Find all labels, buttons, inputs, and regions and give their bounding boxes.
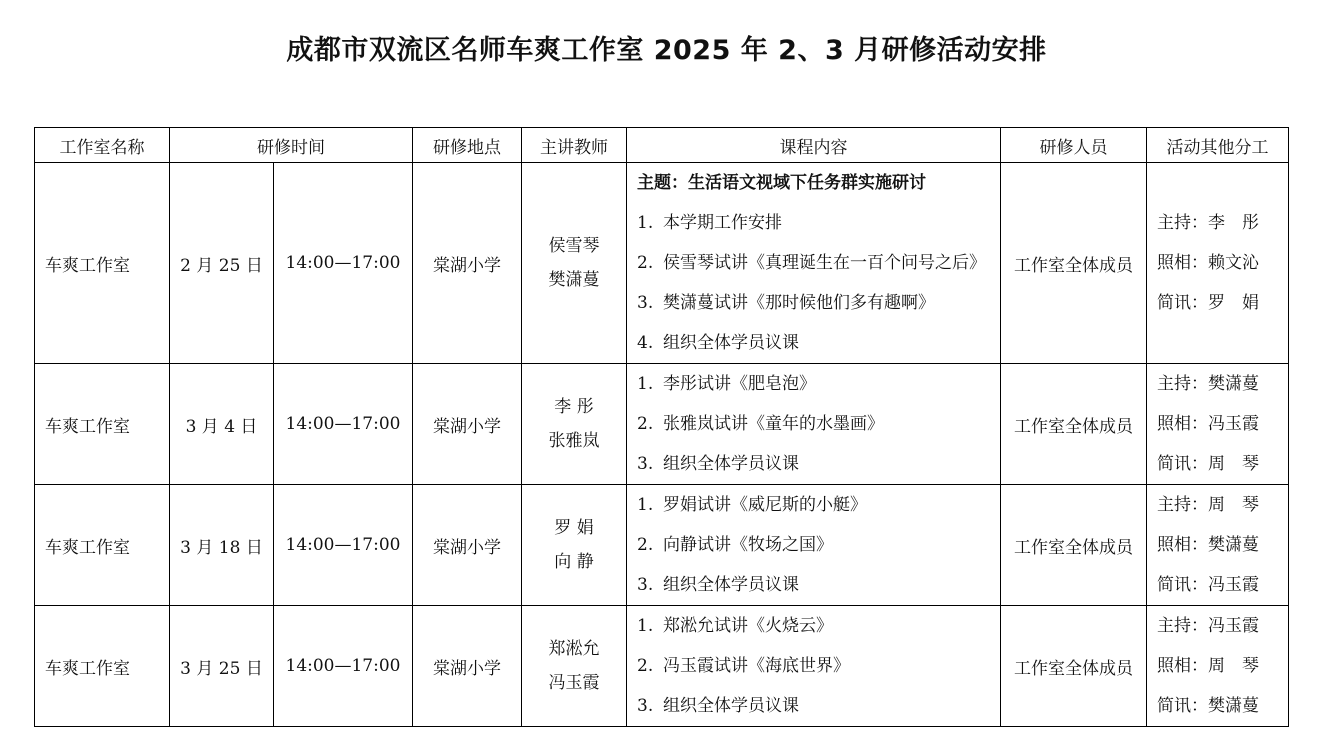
teacher-name: 向 静 [554, 552, 594, 572]
date-cell: 3 月 25 日 [170, 606, 274, 727]
content-item [637, 283, 1000, 323]
item-text: 郑淞允试讲《火烧云》 [663, 616, 833, 636]
date-cell: 3 月 18 日 [170, 485, 274, 606]
teacher-name: 冯玉霞 [548, 673, 600, 693]
content-cell [627, 163, 1001, 364]
studio-cell: 车爽工作室 [35, 606, 170, 727]
studio-cell: 车爽工作室 [35, 364, 170, 485]
item-number: 3. [637, 454, 654, 474]
roles-cell [1147, 163, 1289, 364]
content-cell [627, 485, 1001, 606]
date-cell: 2 月 25 日 [170, 163, 274, 364]
teacher-cell [522, 606, 627, 727]
teacher-cell [522, 163, 627, 364]
role-photo: 照相：樊潇蔓 [1157, 535, 1259, 555]
teacher-name: 张雅岚 [548, 431, 600, 451]
time-cell: 14:00—17:00 [274, 606, 413, 727]
content-item [637, 323, 1000, 363]
item-text: 冯玉霞试讲《海底世界》 [663, 656, 850, 676]
item-number: 1. [637, 213, 654, 233]
role-photo: 照相：周 琴 [1157, 656, 1259, 676]
teacher-name: 侯雪琴 [548, 236, 600, 256]
staff-cell: 工作室全体成员 [1001, 606, 1147, 727]
item-text: 本学期工作安排 [663, 213, 782, 233]
role-host: 主持：李 彤 [1157, 213, 1259, 233]
item-number: 1. [637, 495, 654, 515]
item-number: 2. [637, 535, 654, 555]
content-item [637, 565, 1000, 605]
item-text: 组织全体学员议课 [663, 454, 799, 474]
place-cell: 棠湖小学 [413, 364, 522, 485]
schedule-table [34, 127, 1289, 727]
page-title: 成都市双流区名师车爽工作室 2025 年 2、3 月研修活动安排 [286, 35, 1047, 66]
place-cell: 棠湖小学 [413, 606, 522, 727]
content-cell [627, 364, 1001, 485]
item-number: 1. [637, 374, 654, 394]
teacher-name: 郑淞允 [548, 639, 600, 659]
header-time: 研修时间 [170, 128, 413, 163]
item-text: 组织全体学员议课 [663, 333, 799, 353]
item-text: 樊潇蔓试讲《那时候他们多有趣啊》 [663, 293, 935, 313]
role-report: 简讯：冯玉霞 [1157, 575, 1259, 595]
teacher-name: 罗 娟 [554, 518, 594, 538]
item-number: 3. [637, 696, 654, 716]
item-number: 2. [637, 656, 654, 676]
roles-cell [1147, 606, 1289, 727]
table-row [35, 364, 1289, 485]
item-text: 侯雪琴试讲《真理诞生在一百个问号之后》 [663, 253, 986, 273]
studio-cell: 车爽工作室 [35, 485, 170, 606]
content-item [637, 364, 1000, 404]
time-cell: 14:00—17:00 [274, 485, 413, 606]
role-host: 主持：樊潇蔓 [1157, 374, 1259, 394]
place-cell: 棠湖小学 [413, 163, 522, 364]
role-report: 简讯：罗 娟 [1157, 293, 1259, 313]
studio-cell: 车爽工作室 [35, 163, 170, 364]
teacher-cell [522, 364, 627, 485]
header-studio: 工作室名称 [35, 128, 170, 163]
role-host: 主持：冯玉霞 [1157, 616, 1259, 636]
content-item [637, 686, 1000, 726]
teacher-cell [522, 485, 627, 606]
item-number: 3. [637, 575, 654, 595]
role-report: 简讯：周 琴 [1157, 454, 1259, 474]
staff-cell: 工作室全体成员 [1001, 485, 1147, 606]
time-cell: 14:00—17:00 [274, 364, 413, 485]
content-item [637, 404, 1000, 444]
item-text: 张雅岚试讲《童年的水墨画》 [663, 414, 884, 434]
content-item [637, 525, 1000, 565]
content-item [637, 243, 1000, 283]
item-number: 2. [637, 414, 654, 434]
item-number: 1. [637, 616, 654, 636]
role-photo: 照相：冯玉霞 [1157, 414, 1259, 434]
role-report: 简讯：樊潇蔓 [1157, 696, 1259, 716]
item-text: 李彤试讲《肥皂泡》 [663, 374, 816, 394]
header-place: 研修地点 [413, 128, 522, 163]
table-row [35, 606, 1289, 727]
item-text: 向静试讲《牧场之国》 [663, 535, 833, 555]
item-text: 罗娟试讲《威尼斯的小艇》 [663, 495, 867, 515]
table-row [35, 163, 1289, 364]
header-row [35, 128, 1289, 163]
item-text: 组织全体学员议课 [663, 575, 799, 595]
item-number: 4. [637, 333, 654, 353]
item-number: 2. [637, 253, 654, 273]
teacher-name: 樊潇蔓 [548, 270, 600, 290]
item-text: 组织全体学员议课 [663, 696, 799, 716]
roles-cell [1147, 364, 1289, 485]
date-cell: 3 月 4 日 [170, 364, 274, 485]
item-number: 3. [637, 293, 654, 313]
place-cell: 棠湖小学 [413, 485, 522, 606]
header-teacher: 主讲教师 [522, 128, 627, 163]
roles-cell [1147, 485, 1289, 606]
staff-cell: 工作室全体成员 [1001, 364, 1147, 485]
content-item [637, 485, 1000, 525]
header-staff: 研修人员 [1001, 128, 1147, 163]
role-host: 主持：周 琴 [1157, 495, 1259, 515]
header-content: 课程内容 [627, 128, 1001, 163]
content-item [637, 203, 1000, 243]
time-cell: 14:00—17:00 [274, 163, 413, 364]
content-theme: 主题：生活语文视域下任务群实施研讨 [637, 173, 926, 193]
role-photo: 照相：赖文沁 [1157, 253, 1259, 273]
teacher-name: 李 彤 [554, 397, 594, 417]
table-row [35, 485, 1289, 606]
content-item [637, 646, 1000, 686]
staff-cell: 工作室全体成员 [1001, 163, 1147, 364]
content-item [637, 444, 1000, 484]
content-cell [627, 606, 1001, 727]
header-roles: 活动其他分工 [1147, 128, 1289, 163]
content-item [637, 606, 1000, 646]
